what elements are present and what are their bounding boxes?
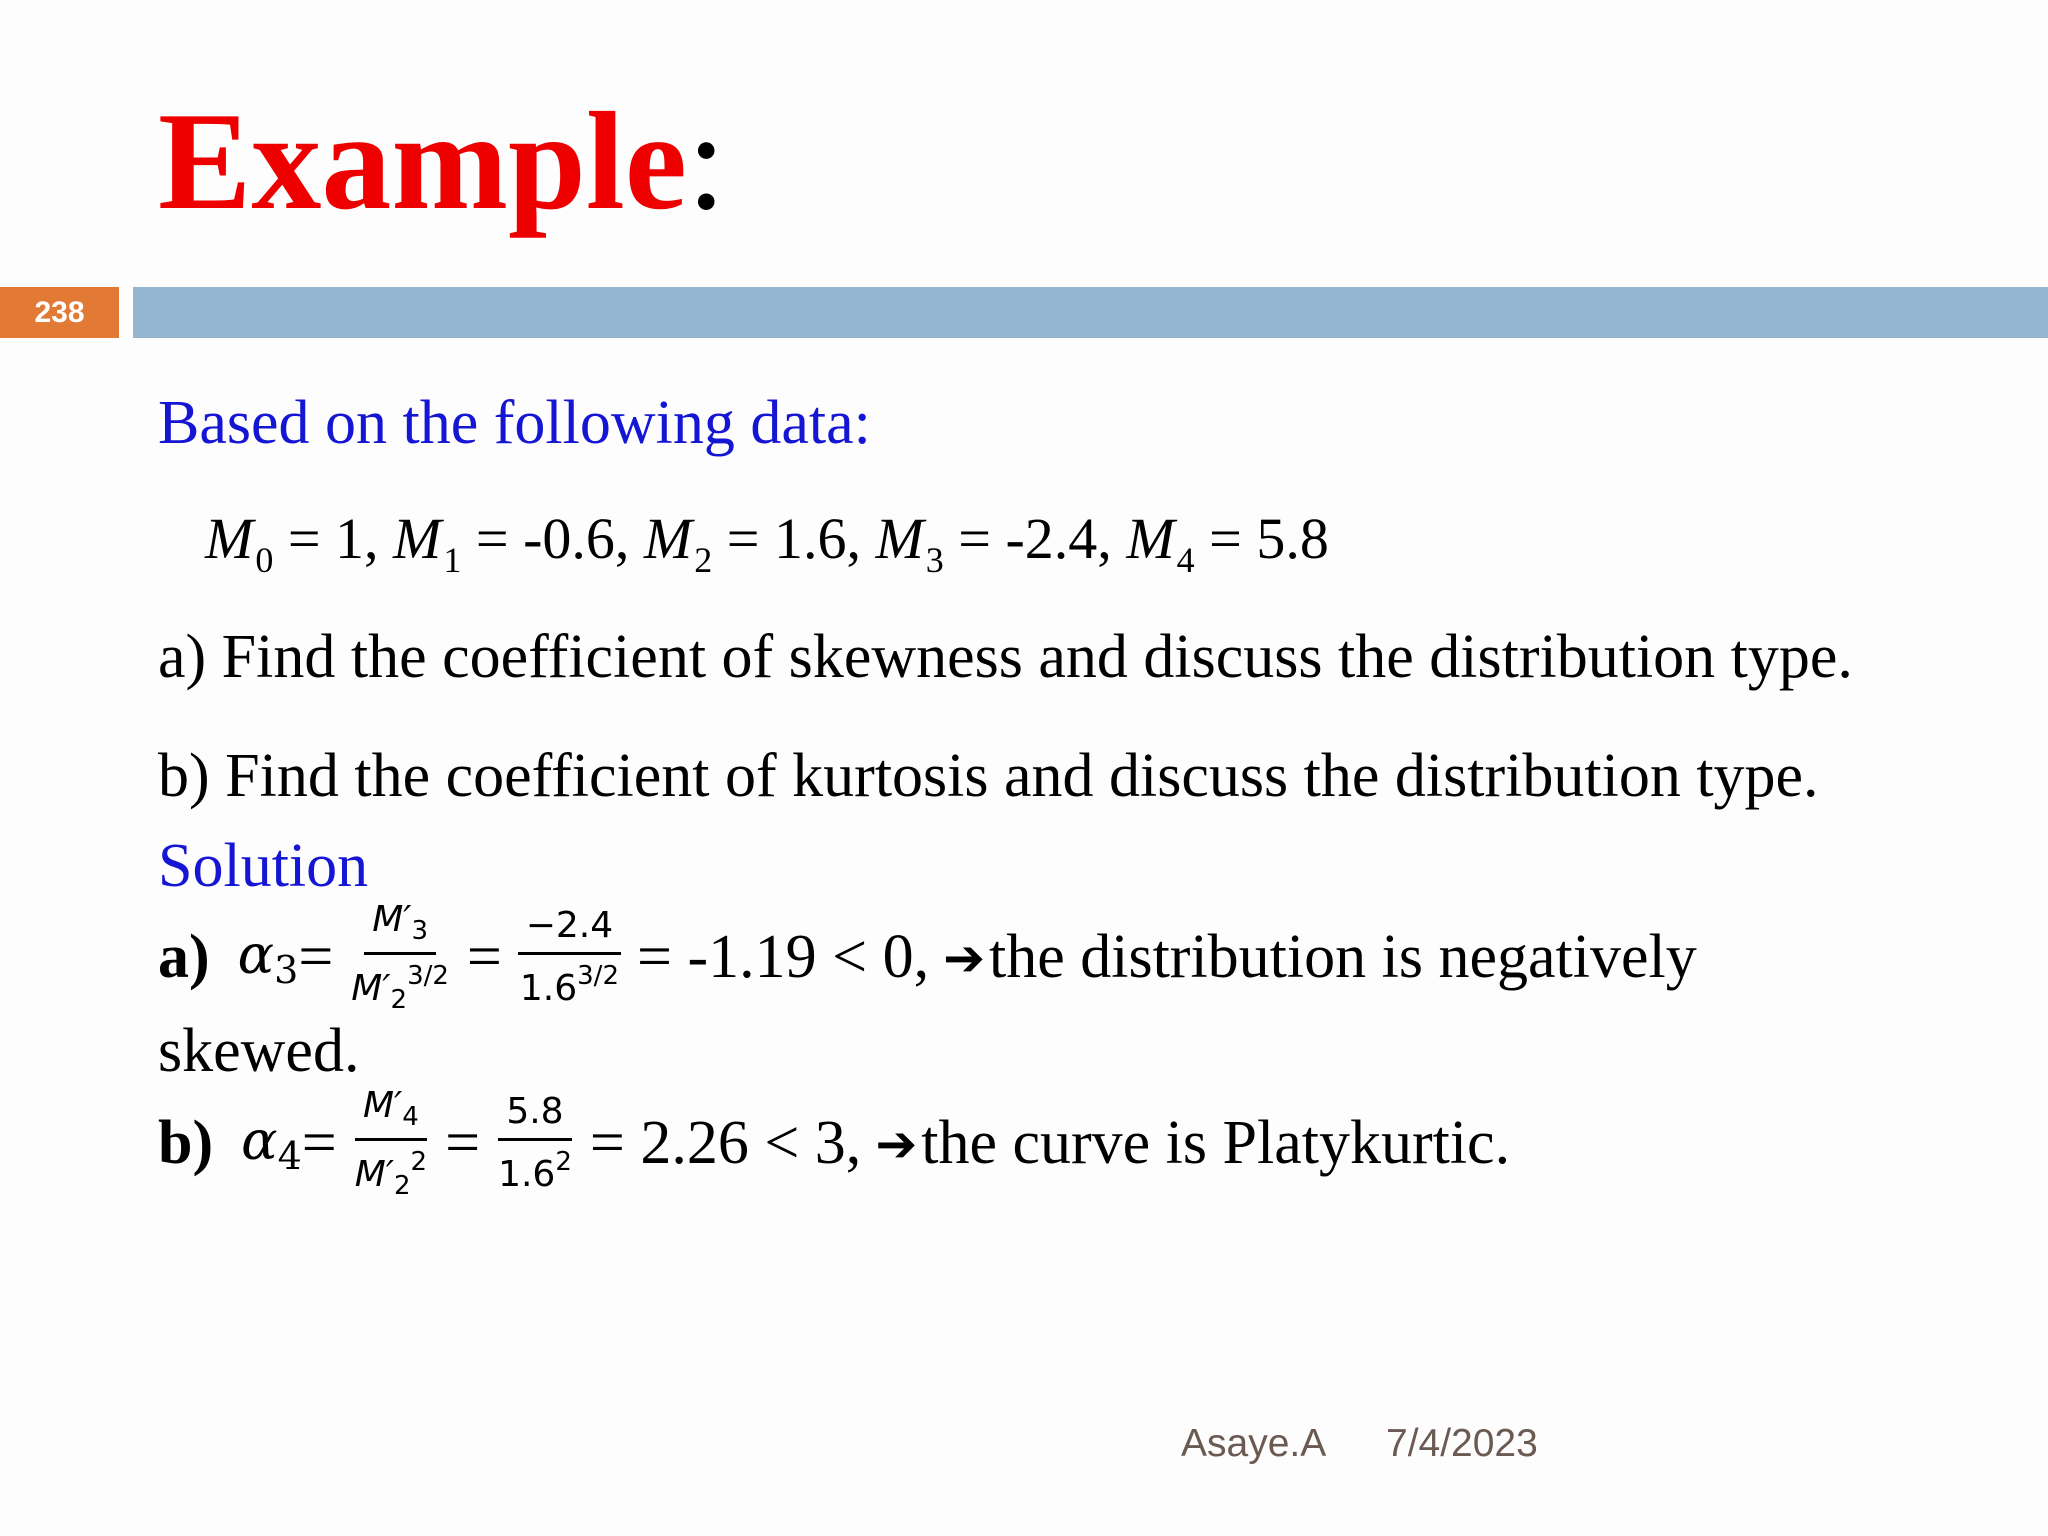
result-text: = 2.26 < 3, [589,1109,862,1177]
header-divider-bar [133,287,2048,338]
equals-sign: = [445,1109,481,1177]
fraction-moments: $\frac{M'_4}{M'_2^2}$ [354,1085,428,1201]
solution-b-label: b) [158,1109,214,1177]
moment-value: = 5.8 [1194,506,1329,571]
moment-value: = -2.4, [943,506,1127,571]
result-text: = -1.19 < 0, [636,923,930,991]
moment-value: = 1.6, [712,506,876,571]
moment-value: = -0.6, [461,506,644,571]
equals-sign: = [301,1109,337,1177]
slide-title-colon: : [686,84,726,239]
moment-symbol: M [1126,506,1175,571]
conclusion-text: the distribution is negatively [988,923,1697,991]
conclusion-continuation: skewed. [158,1017,360,1085]
fraction-values: $\frac{-2.4}{1.6^{3/2}}$ [512,908,627,1007]
slide-number-badge: 238 [0,287,119,338]
conclusion-text: the curve is Platykurtic. [921,1109,1511,1177]
moment-symbol: M [393,506,442,571]
solution-heading: Solution [158,832,369,900]
moment-index: 0 [255,540,274,580]
fraction-moments: $\frac{M'_3}{M'_2^{3/2}}$ [351,899,449,1015]
moment-value: = 1, [273,506,394,571]
equals-sign: = [298,923,334,991]
slide-title-text: Example [158,84,687,239]
footer-author: Asaye.A [1181,1422,1327,1465]
intro-text: Based on the following data: [158,389,871,457]
alpha4-symbol: $\alpha_4$ [241,1109,302,1178]
solution-a-equation [158,899,1697,1015]
fraction-values: $\frac{5.8}{1.6^2}$ [498,1091,572,1195]
arrow-right-icon: ➔ [943,928,985,987]
moments-line [205,506,1329,580]
question-a: a) Find the coefficient of skewness and discuss the distribution type. [158,623,1853,691]
moment-index: 3 [925,540,944,580]
equals-sign: = [466,923,502,991]
arrow-right-icon: ➔ [875,1114,918,1173]
moment-symbol: M [205,506,254,571]
moment-index: 2 [694,540,713,580]
slide-title [158,84,726,239]
footer-date: 7/4/2023 [1386,1422,1538,1465]
moment-index: 4 [1176,540,1195,580]
question-b: b) Find the coefficient of kurtosis and discuss the distribution type. [158,742,1819,810]
solution-b-equation [158,1085,1511,1201]
solution-a-label: a) [158,923,210,991]
moment-index: 1 [443,540,462,580]
moment-symbol: M [643,506,693,571]
moment-symbol: M [875,506,924,571]
alpha3-symbol: $\alpha_3$ [237,923,299,992]
